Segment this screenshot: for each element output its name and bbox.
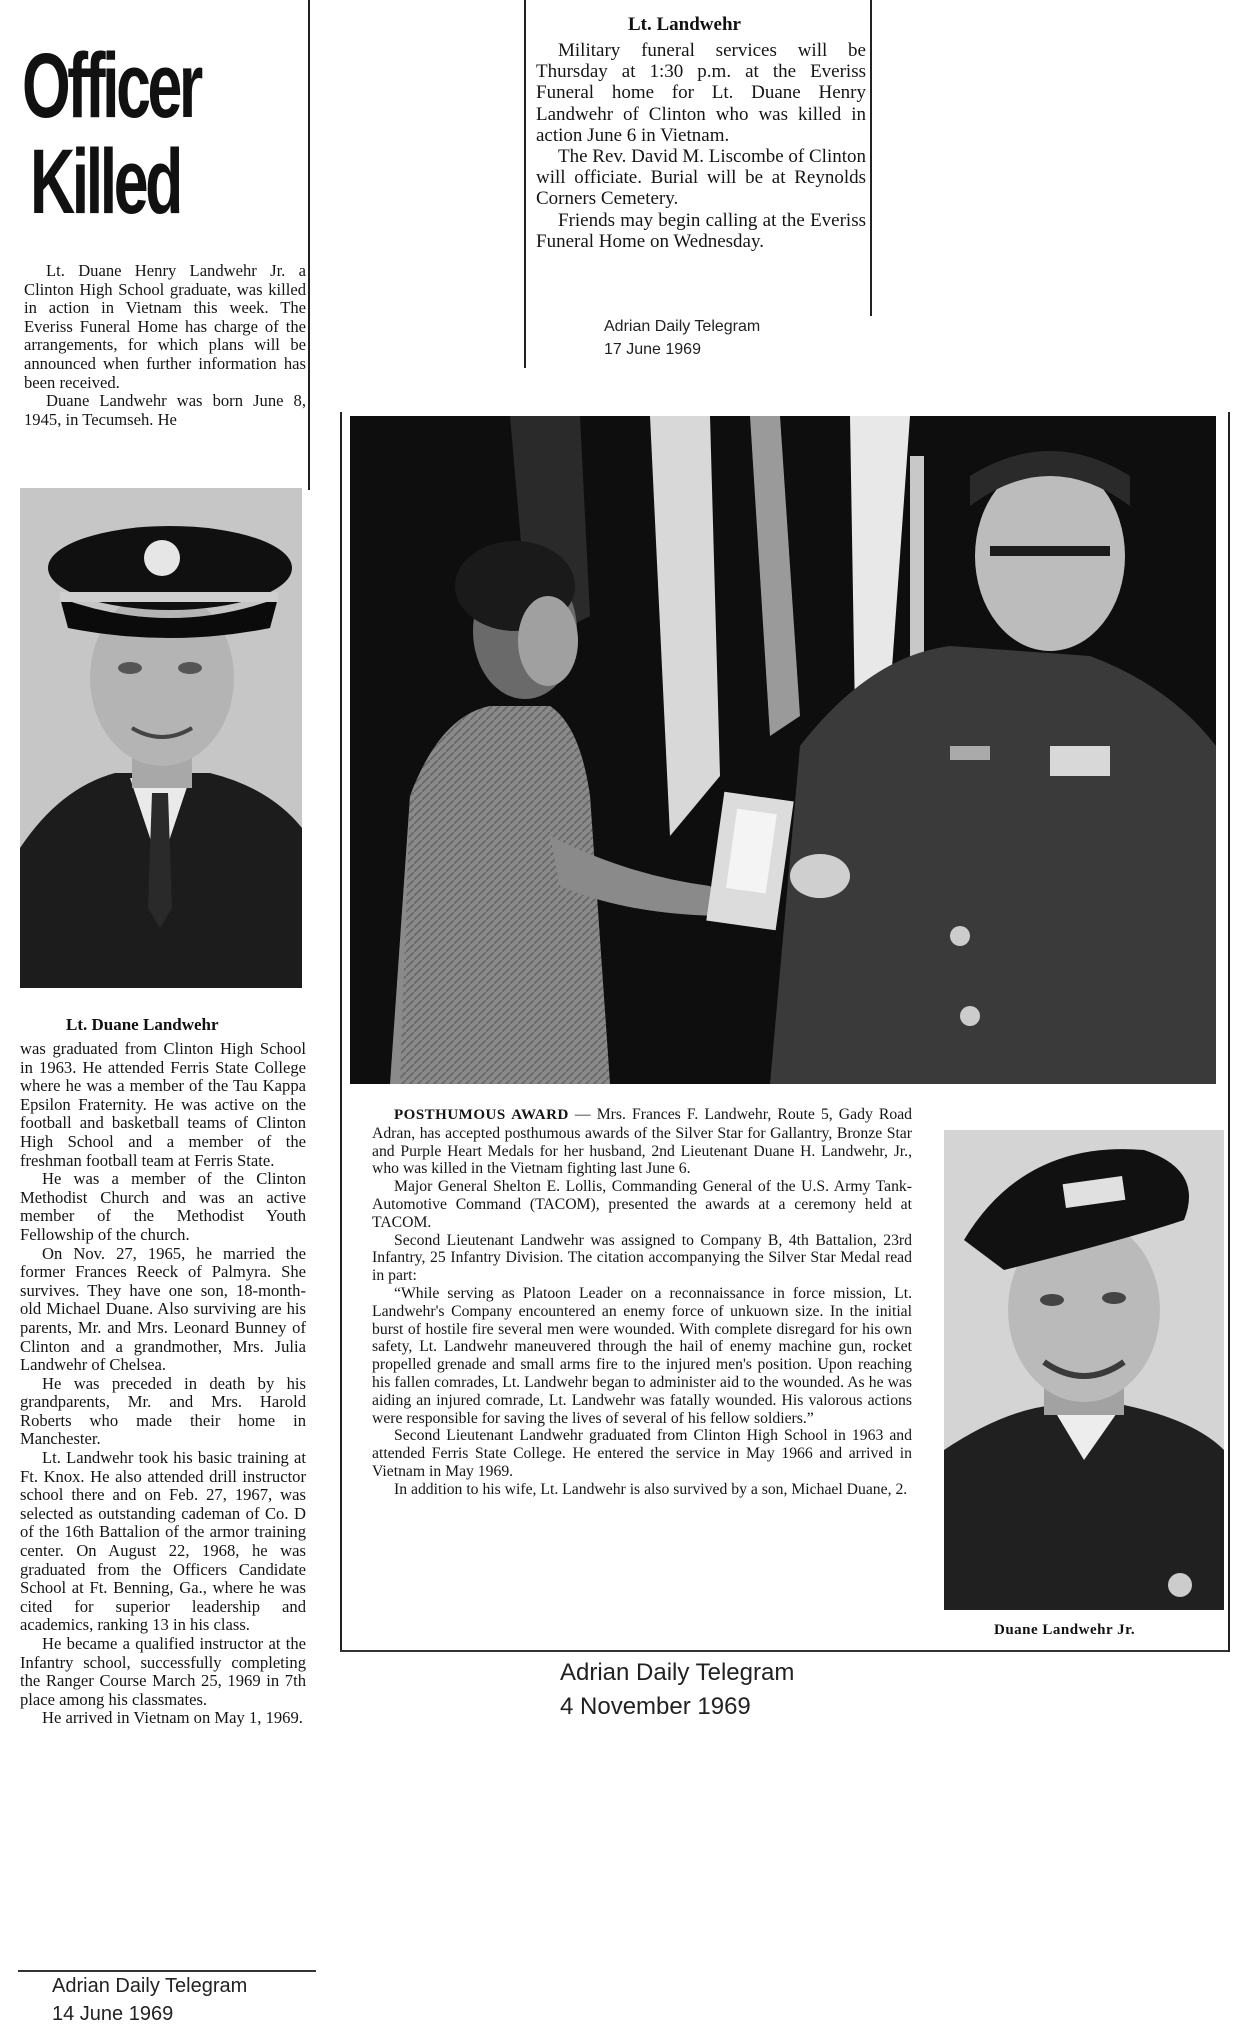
- notice-para-1: Military funeral services will be Thursday at 1:30 p.m. at the Everiss Funeral home for Lt. Duane Henry Landwehr of Clinton who was killed in action June 6 in Vietnam.: [536, 40, 866, 146]
- award-para-5: Second Lieutenant Landwehr graduated from Clinton High School in 1963 and attended Ferris State College. He entered the service in May 1966 and arrived in Vietnam in May 1969.: [372, 1427, 912, 1480]
- left-para-7: Lt. Landwehr took his basic training at Ft. Knox. He also attended drill instructor school there and on Feb. 27, 1967, was selected as outstanding cademan of Co. D of the 16th Battalion of the armor training center. On August 22, 1968, he was graduated from the Officers Candidate School at Ft. Benning, Ga., where he was cited for superior leadership and academics, ranking 13 in his class.: [20, 1448, 306, 1635]
- notice-left-rule: [524, 0, 526, 368]
- left-para-4: He was a member of the Clinton Methodist Church and was an active member of the Methodist Youth Fellowship of the church.: [20, 1169, 306, 1244]
- officer-photo-caption: Lt. Duane Landwehr: [66, 1015, 219, 1034]
- award-article-right-rule: [1228, 412, 1230, 1652]
- funeral-notice-body: [536, 40, 866, 252]
- award-article-body: [372, 1106, 912, 1499]
- left-para-8: He became a qualified instructor at the Infantry school, successfully completing the Ranger Course March 25, 1969 in 7th place among his classmates.: [20, 1634, 306, 1709]
- left-para-9: He arrived in Vietnam on May 1, 1969.: [42, 1708, 303, 1728]
- headline-line2: Killed: [30, 131, 180, 233]
- award-source-date: 4 November 1969: [560, 1693, 751, 1720]
- award-lead: [372, 1106, 912, 1178]
- notice-right-rule: [870, 0, 872, 316]
- left-source-date: 14 June 1969: [52, 2003, 174, 2025]
- award-source-name: Adrian Daily Telegram: [560, 1659, 795, 1686]
- left-para-2: Duane Landwehr was born June 8, 1945, in Tecumseh. He: [24, 391, 306, 429]
- left-article-intro: [24, 262, 306, 429]
- notice-title: Lt. Landwehr: [628, 14, 741, 35]
- award-para-3: Second Lieutenant Landwehr was assigned to Company B, 4th Battalion, 23rd Infantry, 25 Infantry Division. The citation accompanying the Silver Star Medal read in part:: [372, 1231, 912, 1285]
- left-para-3: was graduated from Clinton High School in 1963. He attended Ferris State College where he was a member of the Tau Kappa Epsilon Fraternity. He was active on the football and basketball teams of Clinton High School and a member of the freshman football team at Ferris State.: [20, 1039, 306, 1170]
- left-para-6: He was preceded in death by his grandparents, Mr. and Mrs. Harold Roberts who made their home in Manchester.: [20, 1373, 306, 1449]
- award-article-left-rule: [340, 412, 342, 1652]
- left-article-body: [20, 1040, 306, 1728]
- left-column-rule: [308, 0, 310, 490]
- left-para-5: On Nov. 27, 1965, he married the former Frances Reeck of Palmyra. She survives. They have one son, 18-month-old Michael Duane. Also surviving are his parents, Mr. and Mrs. Leonard Bunney of Clinton and a grandmother, Mrs. Julia Landwehr of Chelsea.: [20, 1243, 306, 1375]
- notice-source-date: 17 June 1969: [604, 341, 701, 358]
- award-article-bottom-rule: [340, 1650, 1228, 1652]
- officer-portrait-photo: [20, 488, 302, 988]
- notice-source-name: Adrian Daily Telegram: [604, 318, 761, 335]
- award-lead-label: POSTHUMOUS AWARD: [394, 1107, 569, 1123]
- left-source-name: Adrian Daily Telegram: [52, 1975, 248, 1997]
- soldier-portrait-photo: [944, 1130, 1224, 1610]
- award-para-6: In addition to his wife, Lt. Landwehr is also survived by a son, Michael Duane, 2.: [394, 1480, 908, 1498]
- soldier-photo-caption: Duane Landwehr Jr.: [994, 1622, 1136, 1638]
- award-para-4: “While serving as Platoon Leader on a reconnaissance in force mission, Lt. Landwehr's Company encountered an enemy force of unkuown size. In the initial burst of hostile fire several men were wounded. With complete disregard for his own safety, Lt. Landwehr maneuvered through the hail of enemy machine gun, rocket propelled grenade and small arms fire to the injured men's position. Upon reaching his fallen comrades, Lt. Landwehr began to administer aid to the wounded. As he was aiding an injured comrade, Lt. Landwehr was fatally wounded. His valorous actions were responsible for saving the lives of several of his fellow soldiers.”: [372, 1284, 912, 1427]
- award-ceremony-photo: [350, 416, 1216, 1084]
- left-para-1: Lt. Duane Henry Landwehr Jr. a Clinton High School graduate, was killed in action in Vietnam this week. The Everiss Funeral Home has charge of the arrangements, for which plans will be announced when further information has been received.: [24, 261, 306, 392]
- headline-line1: Officer: [22, 35, 200, 137]
- award-para-2: Major General Shelton E. Lollis, Commanding General of the U.S. Army Tank-Automotive Command (TACOM), presented the awards at a ceremony held at TACOM.: [372, 1178, 912, 1231]
- award-lead-text: — Mrs. Frances F. Landwehr, Route 5, Gady Road Adran, has accepted posthumous awards of the Silver Star for Gallantry, Bronze Star and Purple Heart Medals for her husband, 2nd Lieutenant Duane H. Landwehr, Jr., who was killed in the Vietnam fighting last June 6.: [372, 1106, 913, 1178]
- notice-para-2: The Rev. David M. Liscombe of Clinton will officiate. Burial will be at Reynolds Corners Cemetery.: [536, 146, 866, 210]
- notice-para-3: Friends may begin calling at the Everiss Funeral Home on Wednesday.: [536, 209, 866, 252]
